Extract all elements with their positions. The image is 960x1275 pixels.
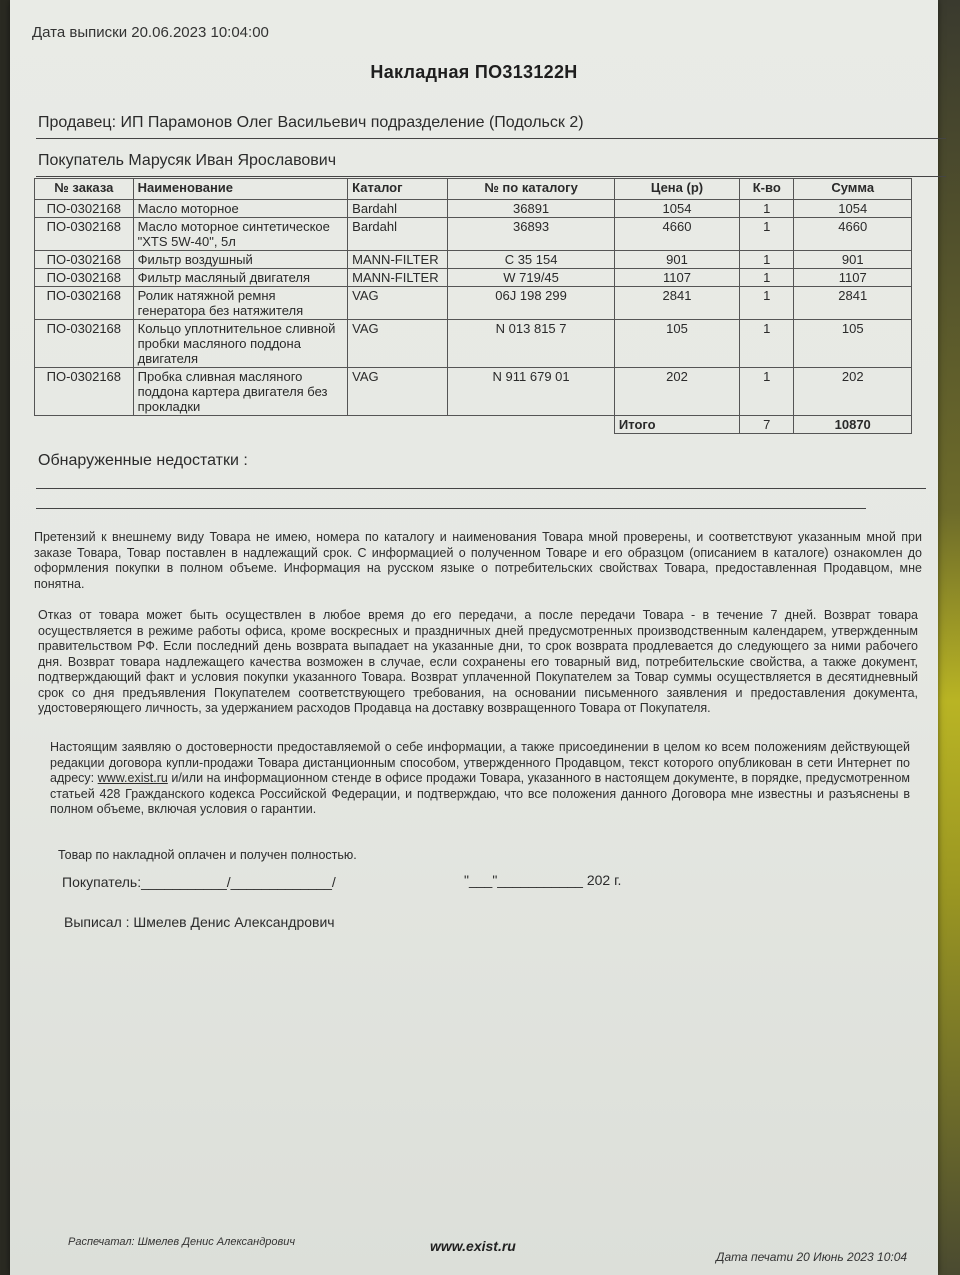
catalog-no: C 35 154 xyxy=(448,251,615,269)
header-name: Наименование xyxy=(133,179,348,200)
print-date: Дата печати 20 Июнь 2023 10:04 xyxy=(716,1250,908,1264)
agreement-paragraph xyxy=(50,740,910,818)
order-no: ПО-0302168 xyxy=(35,320,134,368)
issued-by: Выписал : Шмелев Денис Александрович xyxy=(64,914,335,930)
divider xyxy=(36,138,946,139)
price: 901 xyxy=(614,251,739,269)
price: 1107 xyxy=(614,269,739,287)
table-row xyxy=(35,320,912,368)
header-catalog: Каталог xyxy=(348,179,448,200)
item-name: Масло моторное синтетическое "XTS 5W-40", 5л xyxy=(133,218,348,251)
catalog: VAG xyxy=(348,368,448,416)
item-name: Кольцо уплотнительное сливной пробки масляного поддона двигателя xyxy=(133,320,348,368)
return-paragraph: Отказ от товара может быть осуществлен в любое время до его передачи, а после передачи Товара - в течение 7 дней. Возврат товара осуществляется в режиме работы офиса, кроме воскресных и праздничных дней предусмотренных производственным календарем, утвержденным правительством РФ. Если последний день возврата выпадает на указанные дни, то срок возврата продлевается до следующего за ними рабочего дня. Возврат товара надлежащего качества возможен в случае, если сохранены его товарный вид, потребительские свойства, а также документ, подтверждающий факт и условия покупки указанного Товара. Возврат уплаченной Покупателем за Товар суммы осуществляется в десятидневный срок со дня предъявления Покупателем соответствующего требования, на основании письменного заявления и предоставления документа, удостоверяющего личность, за удержанием расходов Продавца на доставку возвращенного Товара от Покупателя. xyxy=(38,608,918,715)
table-row xyxy=(35,218,912,251)
qty: 1 xyxy=(740,368,794,416)
sum: 4660 xyxy=(794,218,912,251)
catalog: MANN-FILTER xyxy=(348,251,448,269)
sum: 202 xyxy=(794,368,912,416)
paid-statement: Товар по накладной оплачен и получен полностью. xyxy=(58,848,357,862)
order-no: ПО-0302168 xyxy=(35,287,134,320)
total-row xyxy=(35,416,912,434)
header-price: Цена (р) xyxy=(614,179,739,200)
catalog: VAG xyxy=(348,287,448,320)
site-link[interactable]: www.exist.ru xyxy=(97,771,168,785)
sum: 1107 xyxy=(794,269,912,287)
qty: 1 xyxy=(740,320,794,368)
catalog: Bardahl xyxy=(348,218,448,251)
defects-label: Обнаруженные недостатки : xyxy=(38,452,248,469)
price: 2841 xyxy=(614,287,739,320)
issue-date: Дата выписки 20.06.2023 10:04:00 xyxy=(32,24,269,41)
date-signature-line: "___"___________ 202 г. xyxy=(464,872,622,888)
sum: 1054 xyxy=(794,200,912,218)
table-row xyxy=(35,287,912,320)
header-order-no: № заказа xyxy=(35,179,134,200)
total-sum: 10870 xyxy=(794,416,912,434)
catalog-no: 36891 xyxy=(448,200,615,218)
item-name: Фильтр воздушный xyxy=(133,251,348,269)
header-qty: К-во xyxy=(740,179,794,200)
catalog: VAG xyxy=(348,320,448,368)
catalog: Bardahl xyxy=(348,200,448,218)
order-no: ПО-0302168 xyxy=(35,200,134,218)
agreement-text: и/или на информационном стенде в офисе продажи Товара, указанного в настоящем документе, в порядке, предусмотренном статьей 428 Гражданского кодекса Российской Федерации, и подтверждаю, что все положения данного Договора мне известны и разъяснены в полном объеме, включая условия о гарантии. xyxy=(50,771,910,816)
sum: 901 xyxy=(794,251,912,269)
defects-line xyxy=(36,488,926,489)
order-no: ПО-0302168 xyxy=(35,218,134,251)
item-name: Ролик натяжной ремня генератора без натяжителя xyxy=(133,287,348,320)
order-no: ПО-0302168 xyxy=(35,368,134,416)
header-catalog-no: № по каталогу xyxy=(448,179,615,200)
qty: 1 xyxy=(740,287,794,320)
defects-line xyxy=(36,508,866,509)
catalog-no: N 013 815 7 xyxy=(448,320,615,368)
footer-site: www.exist.ru xyxy=(430,1238,516,1254)
qty: 1 xyxy=(740,218,794,251)
item-name: Пробка сливная масляного поддона картера двигателя без прокладки xyxy=(133,368,348,416)
table-row xyxy=(35,368,912,416)
qty: 1 xyxy=(740,251,794,269)
price: 1054 xyxy=(614,200,739,218)
header-sum: Сумма xyxy=(794,179,912,200)
total-qty: 7 xyxy=(740,416,794,434)
item-name: Фильтр масляный двигателя xyxy=(133,269,348,287)
buyer-info: Покупатель Марусяк Иван Ярославович xyxy=(38,152,337,169)
sum: 105 xyxy=(794,320,912,368)
buyer-signature-line: Покупатель:___________/_____________/ xyxy=(62,874,336,890)
catalog-no: 36893 xyxy=(448,218,615,251)
price: 202 xyxy=(614,368,739,416)
catalog-no: N 911 679 01 xyxy=(448,368,615,416)
table-row xyxy=(35,251,912,269)
qty: 1 xyxy=(740,200,794,218)
table-row xyxy=(35,269,912,287)
claims-paragraph: Претензий к внешнему виду Товара не имею, номера по каталогу и наименования Товара мной проверены, и соответствуют указанным мной при заказе Товара, Товар поставлен в надлежащий срок. С информацией о полученном Товаре и его образцом (описанием в каталоге) ознакомлен до оформления покупки в полном объеме. Информация на русском языке о потребительских свойствах Товара, предоставленная Продавцом, мне понятна. xyxy=(34,530,922,591)
printed-by: Распечатал: Шмелев Денис Александрович xyxy=(68,1236,296,1248)
sum: 2841 xyxy=(794,287,912,320)
divider xyxy=(36,176,946,177)
price: 105 xyxy=(614,320,739,368)
invoice-sheet xyxy=(10,0,938,1275)
catalog-no: W 719/45 xyxy=(448,269,615,287)
catalog-no: 06J 198 299 xyxy=(448,287,615,320)
table-row xyxy=(35,200,912,218)
item-name: Масло моторное xyxy=(133,200,348,218)
order-no: ПО-0302168 xyxy=(35,251,134,269)
catalog: MANN-FILTER xyxy=(348,269,448,287)
qty: 1 xyxy=(740,269,794,287)
agreement-text: Настоящим заявляю о достоверности предоставляемой о себе информации, а также присоединении в целом ко всем положениям действующей редакции договора купли-продажи Товара дистанционным способом, утвержденного Продавцом, текст которого опубликован в сети Интернет по адресу: xyxy=(50,740,910,785)
table-header-row xyxy=(35,179,912,200)
items-table xyxy=(34,178,912,434)
price: 4660 xyxy=(614,218,739,251)
document-title: Накладная ПО313122Н xyxy=(370,62,578,82)
total-label: Итого xyxy=(614,416,739,434)
seller-info: Продавец: ИП Парамонов Олег Васильевич подразделение (Подольск 2) xyxy=(38,114,584,131)
order-no: ПО-0302168 xyxy=(35,269,134,287)
